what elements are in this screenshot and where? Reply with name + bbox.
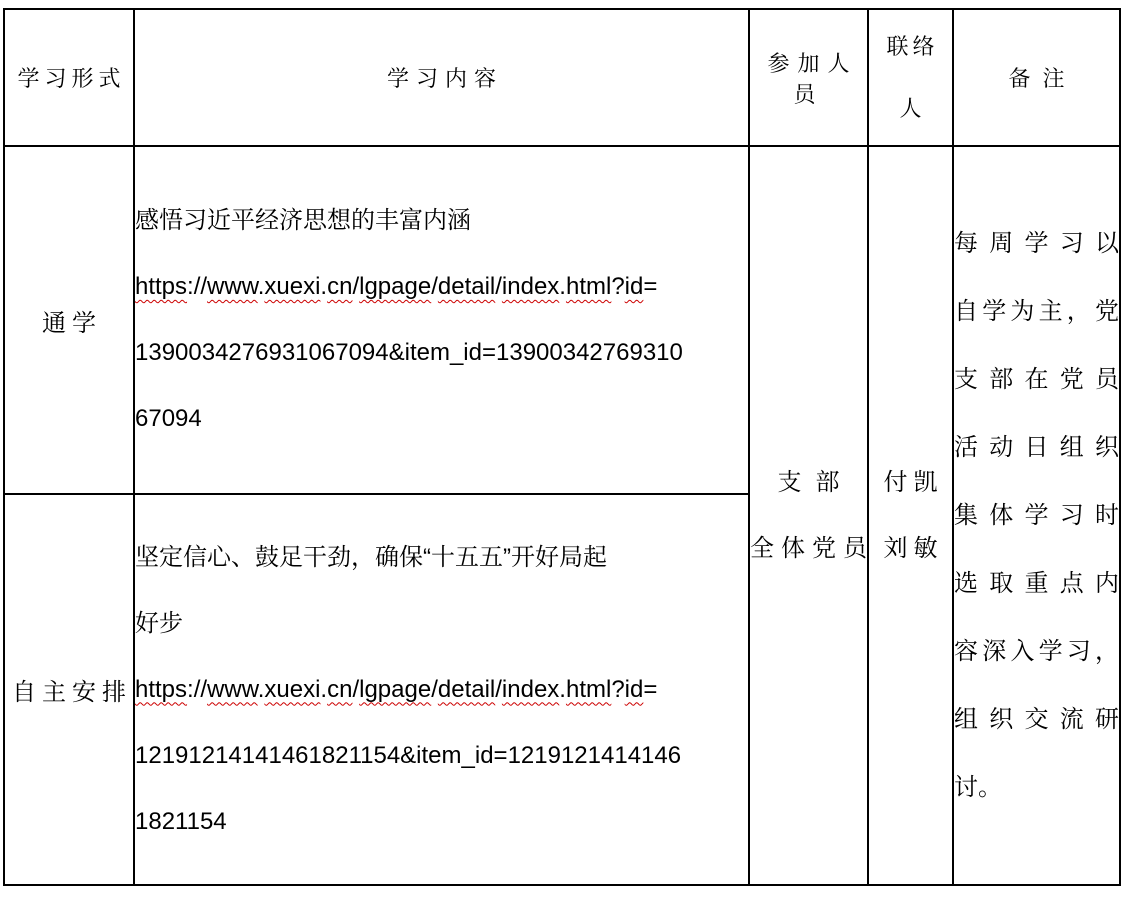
url-token: ? — [611, 675, 625, 703]
cell-content-zizhuanpai — [134, 494, 749, 885]
url-token-misspelled: id — [624, 273, 644, 300]
content-title-line: 坚定信心、鼓足干劲，确保“十五五”开好局起 — [135, 543, 607, 571]
url-continuation-line[interactable]: 67094 — [135, 405, 202, 432]
header-remark: 备注 — [953, 9, 1120, 146]
remark-line: 组织交流研 — [954, 705, 1119, 733]
url-token: / — [431, 675, 438, 703]
url-token: . — [320, 675, 328, 703]
table-header-row — [4, 9, 1120, 146]
url-token: / — [352, 675, 360, 703]
remark-line: 支部在党员 — [954, 365, 1119, 393]
url-token: ? — [611, 273, 625, 300]
url-line[interactable] — [135, 254, 748, 320]
url-continuation-line[interactable]: 1390034276931067094&item_id=13900342769310 — [135, 339, 683, 366]
header-learning-form: 学习形式 — [4, 9, 134, 146]
url-token-misspelled: www — [207, 273, 258, 300]
url-token: . — [559, 273, 566, 300]
url-token-misspelled: https — [135, 675, 188, 703]
url-token-misspelled: index — [501, 675, 560, 703]
url-token: / — [431, 273, 438, 300]
header-participants: 参加人员 — [749, 9, 868, 146]
url-token-misspelled: xuexi — [264, 675, 321, 703]
url-token-misspelled: xuexi — [264, 273, 321, 300]
url-token-misspelled: lgpage — [359, 273, 432, 300]
header-contact-line-2: 人 — [899, 95, 926, 121]
cell-remark — [953, 146, 1120, 885]
url-token: . — [320, 273, 328, 300]
participants-line-2: 全体党员 — [750, 534, 867, 562]
participants-line-1: 支部 — [777, 468, 854, 496]
content-title-line: 好步 — [135, 609, 183, 637]
url-token: . — [559, 675, 566, 703]
url-continuation-line[interactable]: 1821154 — [135, 807, 227, 835]
remark-line: 讨。 — [954, 773, 1002, 801]
url-token-misspelled: lgpage — [359, 675, 432, 703]
url-token-misspelled: id — [624, 675, 644, 703]
url-token: . — [257, 273, 265, 300]
remark-line: 选取重点内 — [954, 569, 1119, 597]
header-contact-person — [868, 9, 953, 146]
url-token-misspelled: cn — [327, 675, 353, 703]
url-token: . — [257, 675, 265, 703]
header-contact-line-1: 联络 — [886, 33, 939, 59]
url-token-misspelled: cn — [327, 273, 353, 300]
cell-contact-person — [868, 146, 953, 885]
table-row-tongxue — [4, 146, 1120, 494]
url-token: / — [495, 273, 502, 300]
cell-content-tongxue — [134, 146, 749, 494]
url-line[interactable] — [135, 657, 748, 723]
remark-line: 集体学习时 — [954, 501, 1119, 529]
remark-line: 容深入学习， — [954, 637, 1119, 665]
url-token-misspelled: index — [501, 273, 560, 300]
url-token-misspelled: html — [565, 273, 612, 300]
content-title-line: 感悟习近平经济思想的丰富内涵 — [135, 207, 471, 234]
url-token: = — [643, 273, 658, 300]
url-token-misspelled: detail — [437, 273, 496, 300]
remark-line: 自学为主，党 — [954, 297, 1119, 325]
url-token-misspelled: www — [207, 675, 258, 703]
learning-schedule-table — [3, 8, 1121, 886]
url-token-misspelled: html — [565, 675, 612, 703]
url-continuation-line[interactable]: 12191214141461821154&item_id=1219121414146 — [135, 741, 682, 769]
remark-line: 活动日组织 — [954, 433, 1119, 461]
url-token: / — [495, 675, 502, 703]
url-token-misspelled: detail — [437, 675, 496, 703]
header-learning-content: 学习内容 — [134, 9, 749, 146]
url-token: / — [352, 273, 360, 300]
cell-participants — [749, 146, 868, 885]
cell-form-tongxue: 通学 — [4, 146, 134, 494]
url-token: :// — [187, 675, 208, 703]
url-token-misspelled: https — [135, 273, 188, 300]
remark-line: 每周学习以 — [954, 229, 1119, 257]
contact-name-2: 刘敏 — [883, 534, 944, 562]
url-token: :// — [187, 273, 208, 300]
cell-form-zizhuanpai: 自主安排 — [4, 494, 134, 885]
url-token: = — [643, 675, 658, 703]
contact-name-1: 付凯 — [883, 468, 944, 496]
